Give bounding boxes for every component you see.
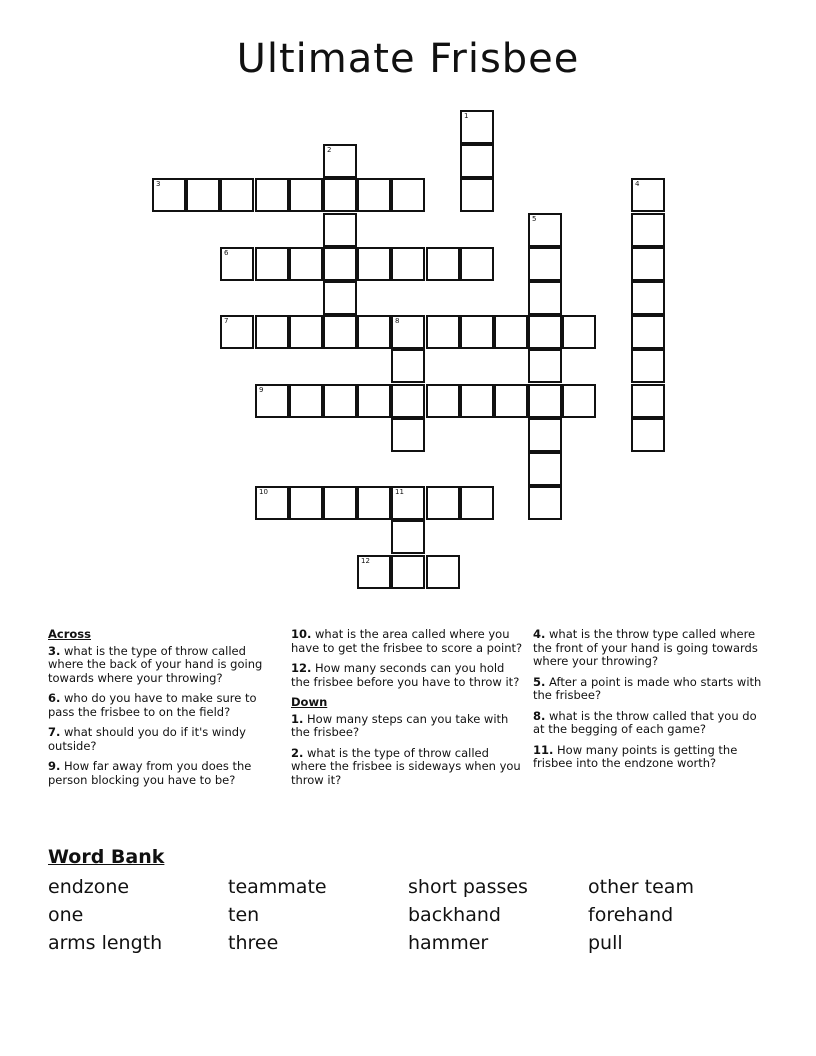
word-bank-item: other team [588, 876, 694, 898]
clue-text: who do you have to make sure to pass the frisbee to on the field? [48, 691, 257, 719]
grid-cell[interactable] [186, 178, 220, 212]
grid-cell[interactable] [391, 418, 425, 452]
clue-number-label: 9 [259, 386, 264, 394]
clue-text: How many points is getting the frisbee into the endzone worth? [533, 742, 738, 770]
clue-across-7 [48, 726, 283, 753]
clue-number-label: 3 [156, 180, 161, 188]
word-bank-item: forehand [588, 904, 674, 926]
grid-cell[interactable] [631, 384, 665, 418]
clue-number: 1. [291, 711, 304, 726]
grid-cell[interactable] [357, 178, 391, 212]
down-heading: Down [291, 695, 328, 709]
clue-across-12 [291, 662, 526, 689]
grid-cell[interactable] [528, 315, 562, 349]
grid-cell[interactable] [631, 247, 665, 281]
clue-number-label: 8 [395, 317, 400, 325]
clue-number: 7. [48, 725, 61, 739]
grid-cell[interactable] [460, 144, 494, 178]
clue-text: How far away from you does the person blocking you have to be? [48, 759, 252, 787]
clue-column-1 [48, 628, 283, 794]
clue-across-3 [48, 645, 283, 686]
grid-cell[interactable] [426, 315, 460, 349]
word-bank-item: teammate [228, 876, 327, 898]
grid-cell[interactable] [220, 247, 254, 281]
grid-cell[interactable] [220, 178, 254, 212]
clue-number-label: 4 [635, 180, 640, 188]
word-bank-item: one [48, 904, 84, 926]
clue-down-8 [533, 710, 768, 737]
clue-number-label: 11 [395, 488, 404, 496]
grid-cell[interactable] [460, 247, 494, 281]
grid-cell[interactable] [391, 349, 425, 383]
grid-cell[interactable] [391, 384, 425, 418]
grid-cell[interactable] [323, 144, 357, 178]
clue-number: 2. [291, 745, 304, 760]
clue-text: After a point is made who starts with the frisbee? [533, 674, 762, 702]
word-bank-item: endzone [48, 876, 130, 898]
grid-cell[interactable] [631, 315, 665, 349]
clue-number: 6. [48, 691, 61, 705]
clue-column-2 [291, 628, 526, 794]
grid-cell[interactable] [391, 555, 425, 589]
grid-cell[interactable] [220, 315, 254, 349]
word-bank-item: pull [588, 932, 623, 954]
grid-cell[interactable] [562, 315, 596, 349]
puzzle-title: Ultimate Frisbee [236, 36, 580, 82]
grid-cell[interactable] [323, 213, 357, 247]
grid-cell[interactable] [631, 418, 665, 452]
clue-down-1 [291, 713, 526, 740]
grid-cell[interactable] [460, 110, 494, 144]
grid-cell[interactable] [528, 418, 562, 452]
grid-cell[interactable] [357, 384, 391, 418]
clue-column-3 [533, 628, 768, 778]
grid-cell[interactable] [323, 247, 357, 281]
clue-number-label: 5 [532, 215, 537, 223]
grid-cell[interactable] [323, 315, 357, 349]
clue-number-label: 7 [224, 317, 229, 325]
grid-cell[interactable] [460, 178, 494, 212]
grid-cell[interactable] [323, 281, 357, 315]
grid-cell[interactable] [289, 486, 323, 520]
grid-cell[interactable] [255, 315, 289, 349]
grid-cell[interactable] [289, 178, 323, 212]
grid-cell[interactable] [357, 315, 391, 349]
clue-down-5 [533, 676, 768, 703]
grid-cell[interactable] [460, 486, 494, 520]
clue-text: what is the throw type called where the front of your hand is going towards where your throwing? [533, 627, 758, 668]
word-bank-item: short passes [408, 876, 528, 898]
clue-down-4 [533, 628, 768, 669]
grid-cell[interactable] [460, 384, 494, 418]
grid-cell[interactable] [357, 247, 391, 281]
grid-cell[interactable] [426, 555, 460, 589]
grid-cell[interactable] [460, 315, 494, 349]
grid-cell[interactable] [631, 349, 665, 383]
clue-number-label: 10 [259, 488, 268, 496]
grid-cell[interactable] [289, 315, 323, 349]
grid-cell[interactable] [289, 247, 323, 281]
across-heading: Across [48, 627, 91, 641]
clue-number: 4. [533, 627, 546, 641]
clue-number: 12. [291, 661, 312, 675]
grid-cell[interactable] [323, 178, 357, 212]
clue-number: 3. [48, 643, 61, 658]
clue-across-10 [291, 628, 526, 655]
grid-cell[interactable] [494, 384, 528, 418]
grid-cell[interactable] [528, 349, 562, 383]
grid-cell[interactable] [528, 247, 562, 281]
word-bank-item: ten [228, 904, 260, 926]
grid-cell[interactable] [323, 384, 357, 418]
grid-cell[interactable] [494, 315, 528, 349]
clue-text: what should you do if it's windy outside? [48, 725, 246, 753]
clue-number-label: 1 [464, 112, 469, 120]
grid-cell[interactable] [255, 384, 289, 418]
grid-cell[interactable] [357, 486, 391, 520]
grid-cell[interactable] [528, 486, 562, 520]
grid-cell[interactable] [391, 247, 425, 281]
clue-down-11 [533, 744, 768, 771]
grid-cell[interactable] [255, 486, 289, 520]
clue-number: 8. [533, 708, 546, 723]
grid-cell[interactable] [391, 520, 425, 554]
grid-cell[interactable] [391, 178, 425, 212]
clue-number-label: 2 [327, 146, 332, 154]
grid-cell[interactable] [152, 178, 186, 212]
grid-cell[interactable] [562, 384, 596, 418]
grid-cell[interactable] [323, 486, 357, 520]
grid-cell[interactable] [289, 384, 323, 418]
grid-cell[interactable] [528, 281, 562, 315]
clue-text: what is the type of throw called where the frisbee is sideways when you throw it? [291, 745, 521, 787]
grid-cell[interactable] [631, 281, 665, 315]
clue-number: 10. [291, 627, 312, 641]
word-bank-item: three [228, 932, 279, 954]
clue-text: what is the throw called that you do at the begging of each game? [533, 708, 757, 736]
clue-text: what is the area called where you have to get the frisbee to score a point? [291, 627, 523, 655]
grid-cell[interactable] [631, 178, 665, 212]
grid-cell[interactable] [528, 452, 562, 486]
grid-cell[interactable] [528, 213, 562, 247]
grid-cell[interactable] [391, 486, 425, 520]
grid-cell[interactable] [255, 178, 289, 212]
grid-cell[interactable] [426, 384, 460, 418]
clue-text: How many steps can you take with the frisbee? [291, 711, 509, 739]
word-bank-item: hammer [408, 932, 489, 954]
clue-across-9 [48, 760, 283, 787]
word-bank-item: backhand [408, 904, 501, 926]
clue-text: what is the type of throw called where the back of your hand is going towards where your throwing? [48, 643, 263, 685]
grid-cell[interactable] [631, 213, 665, 247]
clue-across-6 [48, 692, 283, 719]
clue-number-label: 6 [224, 249, 229, 257]
clue-number-label: 12 [361, 557, 370, 565]
clue-text: How many seconds can you hold the frisbee before you have to throw it? [291, 661, 520, 689]
grid-cell[interactable] [426, 486, 460, 520]
clue-number: 11. [533, 742, 554, 757]
clue-number: 5. [533, 674, 546, 689]
grid-cell[interactable] [426, 247, 460, 281]
clue-number: 9. [48, 759, 61, 773]
word-bank-item: arms length [48, 932, 163, 954]
clue-down-2 [291, 747, 526, 788]
grid-cell[interactable] [255, 247, 289, 281]
word-bank-title: Word Bank [48, 846, 165, 868]
grid-cell[interactable] [357, 555, 391, 589]
grid-cell[interactable] [391, 315, 425, 349]
grid-cell[interactable] [528, 384, 562, 418]
